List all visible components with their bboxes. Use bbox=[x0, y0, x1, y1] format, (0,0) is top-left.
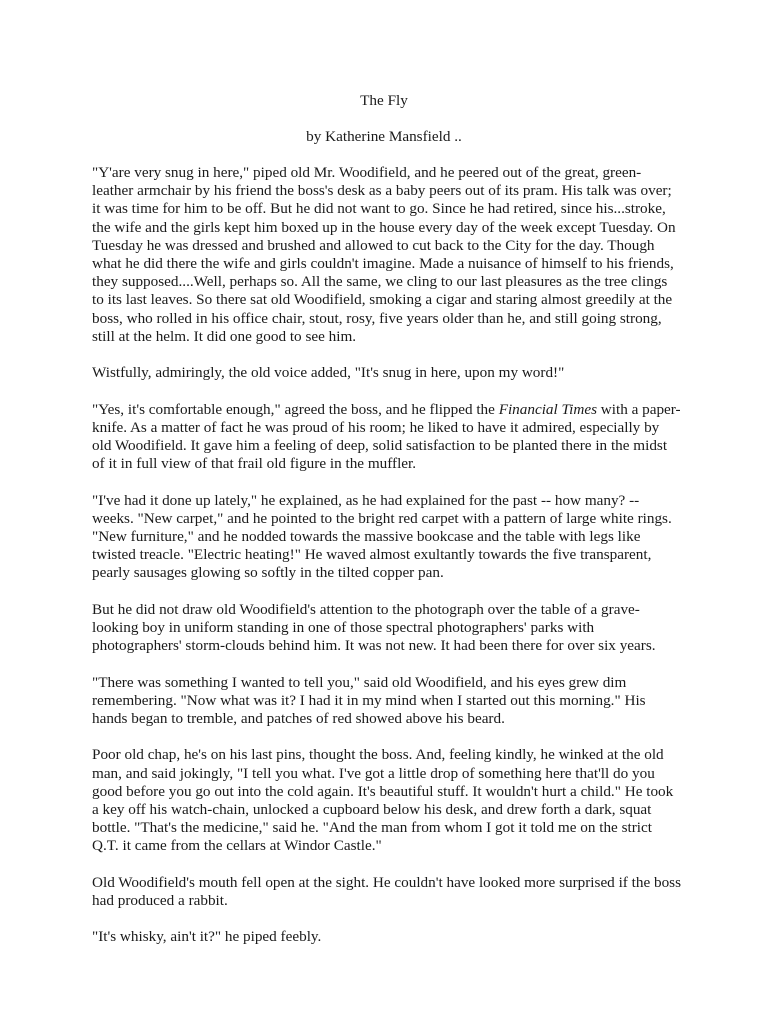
paragraph-9: "It's whisky, ain't it?" he piped feebly. bbox=[92, 928, 322, 946]
paragraph-2: Wistfully, admiringly, the old voice added, "It's snug in here, upon my word!" bbox=[92, 364, 565, 382]
paragraph-6: "There was something I wanted to tell you," said old Woodifield, and his eyes grew dim remembering. "Now what was it? I had it in my mind when I started out this morning." His hands began to tremble, and patches of red showed above his beard. bbox=[92, 673, 646, 728]
document-title: The Fly bbox=[360, 92, 408, 109]
paragraph-3-text-after: with a paper-knife. As a matter of fact he was proud of his room; he liked to have it admired, especially by old Woodifield. It gave him a feeling of deep, solid satisfaction to be planted there in the midst of it in full view of that frail old figure in the muffler. bbox=[92, 400, 681, 473]
paragraph-1: "Y'are very snug in here," piped old Mr. Woodifield, and he peered out of the great, green-leather armchair by his friend the boss's desk as a baby peers out of its pram. His talk was over; it was time for him to be off. But he did not want to go. Since he had retired, since his...stroke, the wife and the girls kept him boxed up in the house every day of the week except Tuesday. On Tuesday he was dressed and brushed and allowed to cut back to the City for the day. Though what he did there the wife and girls couldn't imagine. Made a nuisance of himself to his friends, they supposed....Well, perhaps so. All the same, we cling to our last pleasures as the tree clings to its last leaves. So there sat old Woodifield, smoking a cigar and staring almost greedily at the boss, who rolled in his office chair, stout, rosy, five years older than he, and still going strong, still at the helm. It did one good to see him. bbox=[92, 164, 676, 345]
paragraph-3 bbox=[92, 401, 682, 474]
document-body bbox=[92, 164, 682, 965]
paragraph-3-text-before: "Yes, it's comfortable enough," agreed the boss, and he flipped the bbox=[92, 400, 499, 418]
paragraph-8: Old Woodifield's mouth fell open at the sight. He couldn't have looked more surprised if the boss had produced a rabbit. bbox=[92, 873, 682, 910]
paragraph-4: "I've had it done up lately," he explained, as he had explained for the past -- how many? -- weeks. "New carpet," and he pointed to the bright red carpet with a pattern of large white rings. "New furniture," and he nodded towards the massive bookcase and the table with legs like twisted treacle. "Electric heating!" He waved almost exultantly towards the five transparent, pearly sausages glowing so softly in the tilted copper pan. bbox=[92, 491, 672, 582]
paragraph-7: Poor old chap, he's on his last pins, thought the boss. And, feeling kindly, he winked at the old man, and said jokingly, "I tell you what. I've got a little drop of something here that'll do you good before you go out into the cold again. It's beautiful stuff. It wouldn't hurt a child." He took a key off his watch-chain, unlocked a cupboard below his desk, and drew forth a dark, squat bottle. "That's the medicine," said he. "And the man from whom I got it told me on the strict Q.T. it came from the cellars at Windor Castle." bbox=[92, 746, 674, 855]
paragraph-5: But he did not draw old Woodifield's attention to the photograph over the table of a grave-looking boy in uniform standing in one of those spectral photographers' parks with photographers' storm-clouds behind him. It was not new. It had been there for over six years. bbox=[92, 600, 656, 655]
document-byline: by Katherine Mansfield .. bbox=[306, 128, 462, 145]
newspaper-title: Financial Times bbox=[498, 400, 597, 418]
